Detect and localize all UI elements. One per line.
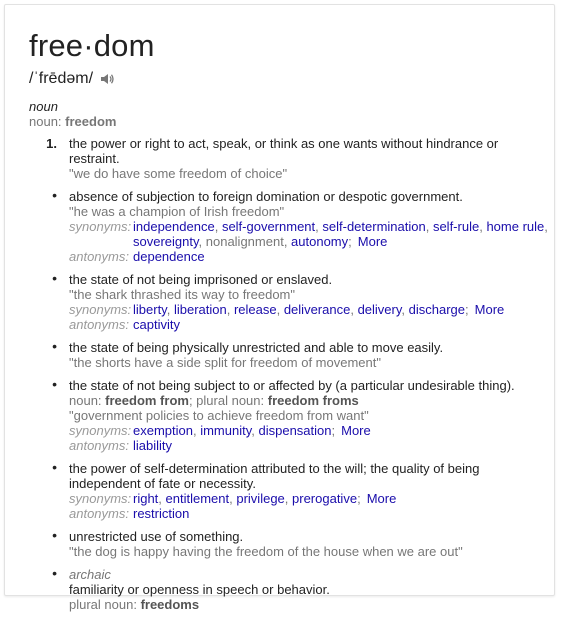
- definition-text: familiarity or openness in speech or behavior.: [69, 582, 330, 597]
- bullet-icon: •: [52, 376, 57, 392]
- sense-item: [29, 378, 549, 453]
- separator: ,: [544, 219, 548, 234]
- synonym-link[interactable]: autonomy: [291, 234, 349, 249]
- antonym-link[interactable]: captivity: [133, 317, 180, 332]
- example-text: "we do have some freedom of choice": [69, 166, 288, 181]
- synonyms-row: [69, 219, 549, 249]
- definition-card: [4, 4, 555, 612]
- synonym-link[interactable]: liberation: [173, 302, 227, 317]
- separator: ,: [315, 219, 323, 234]
- example-text: "the shorts have a side split for freedom of movement": [69, 355, 381, 370]
- separator: ,: [283, 234, 292, 249]
- synonym-link[interactable]: liberty: [133, 302, 167, 317]
- synonym-link[interactable]: sovereignty: [133, 234, 199, 249]
- part-of-speech-block: [29, 99, 116, 129]
- antonyms-row: [69, 438, 549, 453]
- senses-list: [29, 136, 549, 620]
- synonym-link[interactable]: prerogative: [292, 491, 358, 506]
- antonym-link[interactable]: dependence: [133, 249, 205, 264]
- grammar-label: [69, 393, 549, 408]
- definition-text: the state of not being imprisoned or enslaved.: [69, 272, 333, 287]
- example-text: "he was a champion of Irish freedom": [69, 204, 285, 219]
- bullet-icon: •: [52, 187, 57, 203]
- grammar-plural-form: freedom froms: [267, 393, 359, 408]
- antonyms-label: antonyms:: [69, 506, 129, 521]
- separator: ,: [284, 491, 293, 506]
- pos-form-label: noun:: [29, 114, 62, 129]
- bullet-icon: •: [52, 565, 57, 581]
- grammar-plural-prefix: ; plural noun:: [188, 393, 268, 408]
- synonyms-label: synonyms:: [69, 423, 132, 438]
- separator: ,: [192, 423, 201, 438]
- sense-item: [29, 567, 549, 612]
- more-synonyms-link[interactable]: More: [341, 423, 371, 438]
- separator: ,: [401, 302, 409, 317]
- synonym-link[interactable]: independence: [133, 219, 215, 234]
- synonym-link[interactable]: dispensation: [258, 423, 332, 438]
- grammar-label: [69, 597, 549, 612]
- separator: ,: [479, 219, 487, 234]
- separator: ;: [348, 234, 352, 249]
- separator: ,: [425, 219, 433, 234]
- sense-item: [29, 461, 549, 521]
- register-label: archaic: [69, 567, 111, 582]
- synonym-link[interactable]: self-government: [221, 219, 316, 234]
- antonyms-label: antonyms:: [69, 438, 129, 453]
- antonyms-label: antonyms:: [69, 317, 129, 332]
- antonyms-row: [69, 317, 549, 332]
- grammar-prefix: plural noun:: [69, 597, 141, 612]
- synonym-text: nonalignment: [205, 234, 284, 249]
- example-text: "the dog is happy having the freedom of the house when we are out": [69, 544, 463, 559]
- antonyms-row: [69, 506, 549, 521]
- synonym-link[interactable]: privilege: [236, 491, 285, 506]
- sense-number: 1.: [46, 136, 57, 151]
- synonym-link[interactable]: right: [133, 491, 159, 506]
- more-synonyms-link[interactable]: More: [366, 491, 397, 506]
- synonym-link[interactable]: home rule: [486, 219, 545, 234]
- synonyms-label: synonyms:: [69, 491, 132, 506]
- grammar-prefix: noun:: [69, 393, 106, 408]
- separator: ,: [166, 302, 174, 317]
- headword: free·dom: [29, 28, 155, 63]
- definition-text: the state of being physically unrestricted and able to move easily.: [69, 340, 444, 355]
- synonym-link[interactable]: immunity: [200, 423, 252, 438]
- separator: ;: [357, 491, 361, 506]
- example-text: "the shark thrashed its way to freedom": [69, 287, 296, 302]
- bullet-icon: •: [52, 270, 57, 286]
- definition-text: the power of self-determination attributed to the will; the quality of being independent of fate or necessity.: [69, 461, 480, 491]
- separator: ,: [229, 491, 237, 506]
- example-text: "government policies to achieve freedom from want": [69, 408, 369, 423]
- separator: ,: [226, 302, 234, 317]
- grammar-form: freedoms: [140, 597, 200, 612]
- separator: ,: [214, 219, 222, 234]
- synonym-link[interactable]: self-determination: [322, 219, 426, 234]
- separator: ,: [350, 302, 358, 317]
- definition-text: unrestricted use of something.: [69, 529, 244, 544]
- part-of-speech-form: [29, 114, 116, 129]
- sense-item: [29, 529, 549, 559]
- separator: ,: [251, 423, 259, 438]
- synonyms-label: synonyms:: [69, 302, 132, 317]
- synonyms-label: synonyms:: [69, 219, 132, 234]
- synonym-link[interactable]: self-rule: [432, 219, 480, 234]
- synonym-link[interactable]: deliverance: [283, 302, 351, 317]
- separator: ,: [276, 302, 284, 317]
- pronunciation-row: [29, 69, 115, 89]
- antonym-link[interactable]: liability: [133, 438, 173, 453]
- definition-text: absence of subjection to foreign domination or despotic government.: [69, 189, 463, 204]
- synonyms-row: [69, 491, 549, 506]
- synonym-link[interactable]: release: [233, 302, 277, 317]
- bullet-icon: •: [52, 459, 57, 475]
- synonym-link[interactable]: exemption: [133, 423, 193, 438]
- bullet-icon: •: [52, 338, 57, 354]
- sense-item: [29, 272, 549, 332]
- separator: ;: [465, 302, 469, 317]
- antonyms-label: antonyms:: [69, 249, 129, 264]
- grammar-form: freedom from: [105, 393, 189, 408]
- pos-form-word: freedom: [65, 114, 117, 129]
- pronunciation: /ˈfrēdəm/: [29, 70, 94, 87]
- more-synonyms-link[interactable]: More: [474, 302, 505, 317]
- definition-text: the power or right to act, speak, or think as one wants without hindrance or restraint.: [69, 136, 499, 166]
- synonyms-row: [69, 423, 549, 438]
- bullet-icon: •: [52, 527, 57, 543]
- sense-item: [29, 136, 549, 181]
- part-of-speech: noun: [29, 99, 58, 114]
- separator: ,: [198, 234, 206, 249]
- synonyms-row: [69, 302, 549, 317]
- synonym-link[interactable]: delivery: [357, 302, 402, 317]
- separator: ;: [331, 423, 336, 438]
- antonyms-row: [69, 249, 549, 264]
- speaker-icon[interactable]: [99, 71, 115, 87]
- more-synonyms-link[interactable]: More: [357, 234, 388, 249]
- sense-item: [29, 340, 549, 370]
- sense-item: [29, 189, 549, 264]
- synonym-link[interactable]: discharge: [408, 302, 466, 317]
- antonym-link[interactable]: restriction: [133, 506, 190, 521]
- definition-text: the state of not being subject to or affected by (a particular undesirable thing).: [69, 378, 515, 393]
- separator: ,: [158, 491, 166, 506]
- synonym-link[interactable]: entitlement: [165, 491, 230, 506]
